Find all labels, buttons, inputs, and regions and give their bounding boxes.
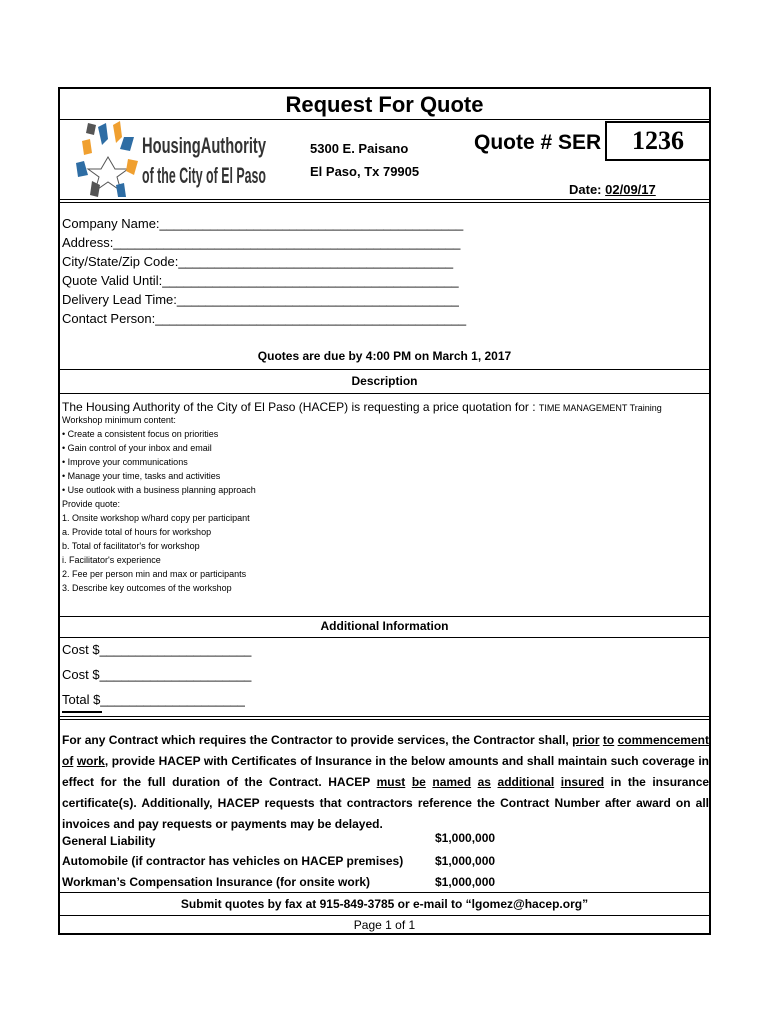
insurance-item-label: General Liability <box>62 834 156 848</box>
contact-person-field[interactable]: Contact Person:___________________________________________ <box>62 311 467 326</box>
description-line: 2. Fee per person min and max or participants <box>62 569 247 579</box>
delivery-lead-time-field[interactable]: Delivery Lead Time:_______________________________________ <box>62 292 459 307</box>
quote-date <box>569 182 656 197</box>
description-line: • Improve your communications <box>62 457 188 467</box>
insurance-requirements-paragraph: For any Contract which requires the Contractor to provide services, the Contractor shall, prior to commencement of work, provide HACEP with Certificates of Insurance in the below amounts and shall maintain such coverage in effect for the full duration of the Contract. HACEP must be named as additional insured in the insurance certificate(s). Additionally, HACEP requests that contractors reference the Contract Number after award on all invoices and pay requests or payments may be delayed. <box>62 733 710 831</box>
divider <box>60 915 709 916</box>
description-line: a. Provide total of hours for workshop <box>62 527 212 537</box>
date-value: 02/09/17 <box>605 182 656 197</box>
description-intro-text: The Housing Authority of the City of El Paso (HACEP) is requesting a price quotation for : <box>62 400 536 414</box>
description-line: Provide quote: <box>62 499 121 509</box>
description-line: b. Total of facilitator's for workshop <box>62 541 200 551</box>
company-name-field[interactable]: Company Name:__________________________________________ <box>62 216 464 231</box>
logo-text-line1: HousingAuthority <box>142 133 267 158</box>
housing-authority-logo <box>68 119 268 199</box>
divider <box>60 369 709 370</box>
insurance-item-amount: $1,000,000 <box>435 875 496 889</box>
divider <box>60 616 709 617</box>
address-line1: 5300 E. Paisano <box>310 141 409 156</box>
submit-instructions: Submit quotes by fax at 915-849-3785 or e-mail to “lgomez@hacep.org” <box>180 897 589 911</box>
quote-form <box>58 87 711 935</box>
divider <box>60 393 709 394</box>
insurance-item-label: Workman’s Compensation Insurance (for onsite work) <box>62 875 371 889</box>
date-label: Date: <box>569 182 602 197</box>
description-training-name: TIME MANAGEMENT Training <box>538 403 662 413</box>
page-number: Page 1 of 1 <box>353 918 416 932</box>
description-intro <box>62 400 662 414</box>
address-line2: El Paso, Tx 79905 <box>310 164 420 179</box>
insurance-item-amount: $1,000,000 <box>435 831 496 845</box>
cost-field[interactable]: Cost $_____________________ <box>62 642 252 657</box>
description-line: 3. Describe key outcomes of the workshop <box>62 583 232 593</box>
city-state-zip-field[interactable]: City/State/Zip Code:______________________________________ <box>62 254 454 269</box>
due-date-notice: Quotes are due by 4:00 PM on March 1, 2017 <box>257 349 512 363</box>
description-line: 1. Onsite workshop w/hard copy per participant <box>62 513 250 523</box>
quote-number: 1236 <box>605 121 711 161</box>
divider <box>60 716 709 720</box>
logo-text-line2: of the City of El Paso <box>142 163 266 188</box>
description-line: • Manage your time, tasks and activities <box>62 471 221 481</box>
divider <box>60 637 709 638</box>
total-field[interactable]: Total $____________________ <box>62 692 245 707</box>
divider <box>60 892 709 893</box>
cost-field[interactable]: Cost $_____________________ <box>62 667 252 682</box>
divider <box>60 199 709 203</box>
total-underline <box>62 711 102 713</box>
description-line: Workshop minimum content: <box>62 415 176 425</box>
quote-valid-until-field[interactable]: Quote Valid Until:_________________________________________ <box>62 273 459 288</box>
address-field[interactable]: Address:________________________________________________ <box>62 235 461 250</box>
description-line: i. Facilitator's experience <box>62 555 161 565</box>
description-line: • Use outlook with a business planning approach <box>62 485 256 495</box>
insurance-item-amount: $1,000,000 <box>435 854 496 868</box>
description-heading: Description <box>351 374 418 388</box>
quote-label: Quote # SER <box>474 131 602 154</box>
description-line: • Gain control of your inbox and email <box>62 443 212 453</box>
star-logo-icon <box>68 119 268 199</box>
page-title: Request For Quote <box>285 92 484 117</box>
additional-info-heading: Additional Information <box>320 619 449 633</box>
description-line: • Create a consistent focus on priorities <box>62 429 219 439</box>
insurance-item-label: Automobile (if contractor has vehicles on HACEP premises) <box>62 854 404 868</box>
